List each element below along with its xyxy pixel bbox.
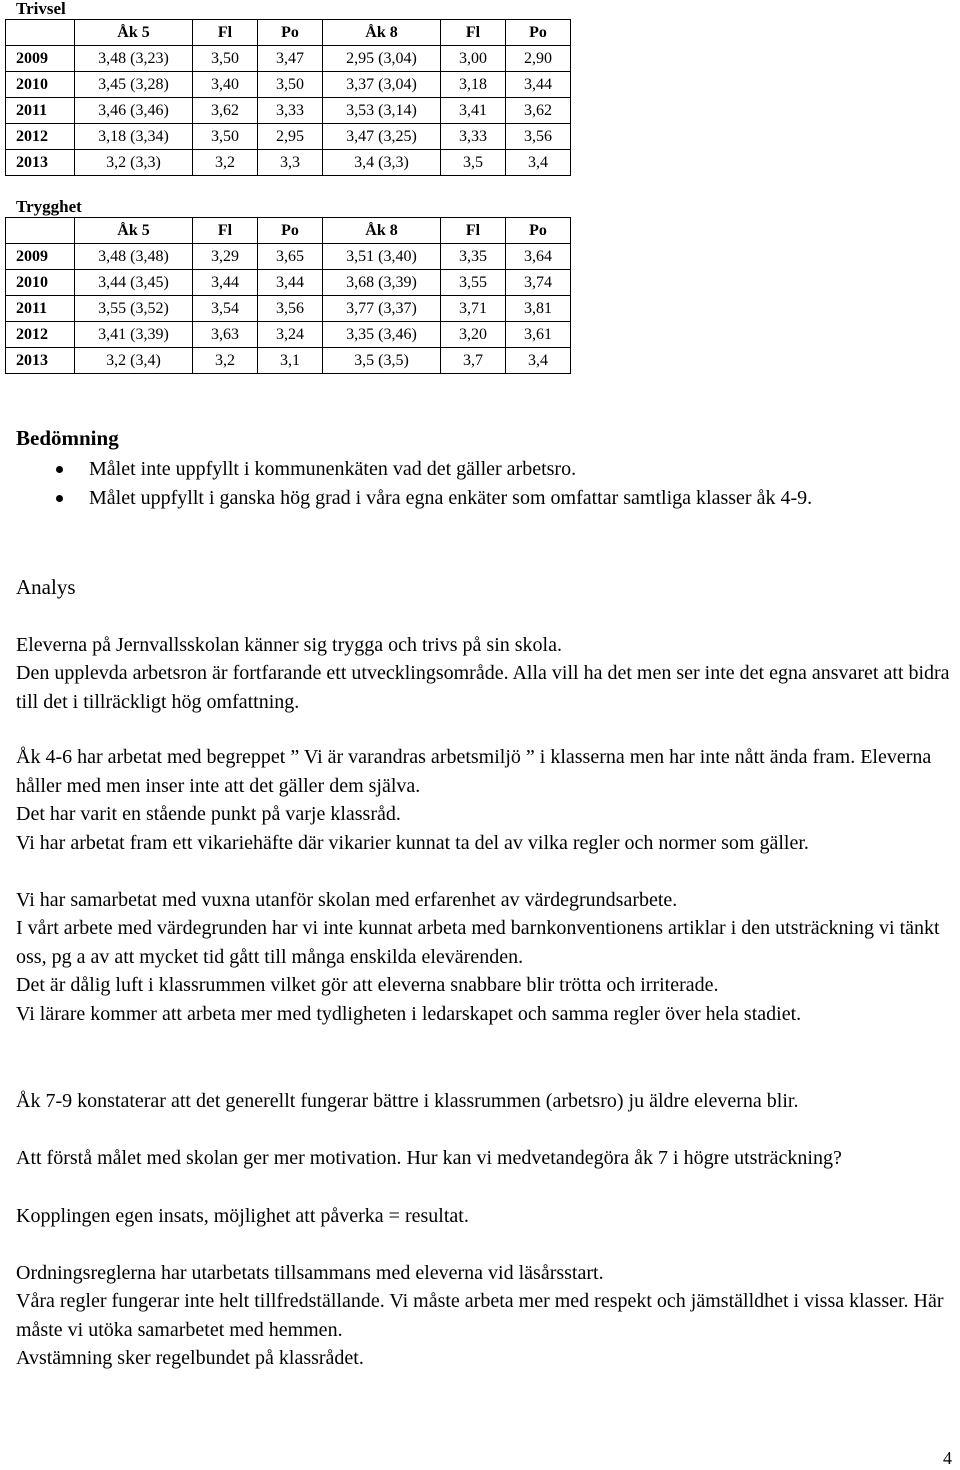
trygghet-title: Trygghet <box>16 197 82 216</box>
value-cell: 3,64 <box>506 244 571 270</box>
value-cell: 3,1 <box>258 348 323 374</box>
analys-paragraph-8: Det är dålig luft i klassrummen vilket gör att eleverna snabbare blir trötta och irriterade. <box>16 974 719 996</box>
value-cell: 3,51 (3,40) <box>323 244 441 270</box>
year-cell: 2009 <box>6 46 75 72</box>
analys-paragraph-3: Åk 4-6 har arbetat med begreppet ” Vi är varandras arbetsmiljö ” i klasserna men har inte nått ända fram. Eleverna håller med men inser inte att det gäller dem själva. <box>16 746 932 797</box>
analys-paragraph-2: Den upplevda arbetsron är fortfarande ett utvecklingsområde. Alla vill ha det men ser inte det egna ansvaret att bidra till det i tillräckligt hög omfattning. <box>16 662 950 713</box>
bedomning-bullet-2 <box>56 484 956 513</box>
table-header-row <box>6 20 571 46</box>
value-cell: 3,50 <box>193 124 258 150</box>
trygghet-table <box>5 217 571 374</box>
year-cell: 2010 <box>6 270 75 296</box>
table-row <box>6 348 571 374</box>
value-cell: 3,4 <box>506 150 571 176</box>
analys-paragraph-1: Eleverna på Jernvallsskolan känner sig trygga och trivs på sin skola. <box>16 634 562 656</box>
value-cell: 3,2 <box>193 348 258 374</box>
column-header: Fl <box>193 20 258 46</box>
value-cell: 3,33 <box>258 98 323 124</box>
trivsel-table <box>5 19 571 176</box>
year-cell: 2012 <box>6 124 75 150</box>
analys-paragraph-14: Våra regler fungerar inte helt tillfredställande. Vi måste arbeta mer med respekt och jämställdhet i vissa klasser. Här måste vi utöka samarbetet med hemmen. <box>16 1290 944 1341</box>
value-cell: 3,77 (3,37) <box>323 296 441 322</box>
table-row <box>6 124 571 150</box>
value-cell: 3,56 <box>258 296 323 322</box>
value-cell: 3,47 <box>258 46 323 72</box>
table-row <box>6 72 571 98</box>
value-cell: 3,50 <box>258 72 323 98</box>
analys-paragraph-11: Att förstå målet med skolan ger mer motivation. Hur kan vi medvetandegöra åk 7 i högre utsträckning? <box>16 1147 842 1169</box>
value-cell: 3,81 <box>506 296 571 322</box>
bedomning-bullet-1 <box>56 455 956 484</box>
value-cell: 3,00 <box>441 46 506 72</box>
value-cell: 3,44 <box>193 270 258 296</box>
value-cell: 3,61 <box>506 322 571 348</box>
analys-paragraph-9: Vi lärare kommer att arbeta mer med tydligheten i ledarskapet och samma regler över hela stadiet. <box>16 1003 802 1025</box>
value-cell: 3,53 (3,14) <box>323 98 441 124</box>
column-header: Åk 8 <box>323 218 441 244</box>
value-cell: 3,62 <box>193 98 258 124</box>
value-cell: 3,3 <box>258 150 323 176</box>
value-cell: 3,65 <box>258 244 323 270</box>
year-cell: 2011 <box>6 98 75 124</box>
column-header: Po <box>506 20 571 46</box>
analys-paragraph-5: Vi har arbetat fram ett vikariehäfte där vikarier kunnat ta del av vilka regler och normer som gäller. <box>16 832 809 854</box>
table-row <box>6 296 571 322</box>
value-cell: 3,18 (3,34) <box>75 124 193 150</box>
column-header <box>6 20 75 46</box>
table-row <box>6 46 571 72</box>
value-cell: 3,55 <box>441 270 506 296</box>
bullet-text: Målet inte uppfyllt i kommunenkäten vad det gäller arbetsro. <box>89 458 577 480</box>
value-cell: 3,7 <box>441 348 506 374</box>
value-cell: 3,54 <box>193 296 258 322</box>
value-cell: 2,90 <box>506 46 571 72</box>
value-cell: 3,5 <box>441 150 506 176</box>
value-cell: 3,48 (3,48) <box>75 244 193 270</box>
value-cell: 3,41 (3,39) <box>75 322 193 348</box>
column-header: Åk 8 <box>323 20 441 46</box>
value-cell: 3,37 (3,04) <box>323 72 441 98</box>
value-cell: 3,18 <box>441 72 506 98</box>
value-cell: 3,35 <box>441 244 506 270</box>
value-cell: 3,47 (3,25) <box>323 124 441 150</box>
year-cell: 2010 <box>6 72 75 98</box>
table-row <box>6 270 571 296</box>
value-cell: 3,24 <box>258 322 323 348</box>
analys-heading: Analys <box>16 575 76 599</box>
column-header: Åk 5 <box>75 218 193 244</box>
analys-paragraph-4: Det har varit en stående punkt på varje klassråd. <box>16 803 401 825</box>
table-row <box>6 98 571 124</box>
year-cell: 2013 <box>6 348 75 374</box>
value-cell: 3,2 <box>193 150 258 176</box>
value-cell: 3,4 (3,3) <box>323 150 441 176</box>
value-cell: 3,74 <box>506 270 571 296</box>
value-cell: 3,71 <box>441 296 506 322</box>
value-cell: 2,95 (3,04) <box>323 46 441 72</box>
year-cell: 2009 <box>6 244 75 270</box>
value-cell: 3,62 <box>506 98 571 124</box>
analys-paragraph-10: Åk 7-9 konstaterar att det generellt fungerar bättre i klassrummen (arbetsro) ju äldre eleverna blir. <box>16 1090 799 1112</box>
table-row <box>6 150 571 176</box>
column-header: Fl <box>441 218 506 244</box>
value-cell: 3,46 (3,46) <box>75 98 193 124</box>
page-number: 4 <box>943 1448 952 1468</box>
value-cell: 3,20 <box>441 322 506 348</box>
year-cell: 2011 <box>6 296 75 322</box>
column-header: Fl <box>193 218 258 244</box>
column-header: Åk 5 <box>75 20 193 46</box>
trivsel-title: Trivsel <box>16 0 66 18</box>
analys-paragraph-6: Vi har samarbetat med vuxna utanför skolan med erfarenhet av värdegrundsarbete. <box>16 889 678 911</box>
value-cell: 3,35 (3,46) <box>323 322 441 348</box>
value-cell: 3,48 (3,23) <box>75 46 193 72</box>
value-cell: 3,29 <box>193 244 258 270</box>
column-header: Po <box>258 20 323 46</box>
analys-paragraph-13: Ordningsreglerna har utarbetats tillsammans med eleverna vid läsårsstart. <box>16 1262 604 1284</box>
value-cell: 3,50 <box>193 46 258 72</box>
year-cell: 2012 <box>6 322 75 348</box>
value-cell: 3,44 <box>506 72 571 98</box>
column-header: Po <box>506 218 571 244</box>
table-row <box>6 322 571 348</box>
value-cell: 3,40 <box>193 72 258 98</box>
analys-paragraph-12: Kopplingen egen insats, möjlighet att påverka = resultat. <box>16 1205 469 1227</box>
column-header: Po <box>258 218 323 244</box>
bullet-dot-icon <box>56 466 63 473</box>
value-cell: 3,45 (3,28) <box>75 72 193 98</box>
value-cell: 2,95 <box>258 124 323 150</box>
value-cell: 3,41 <box>441 98 506 124</box>
column-header <box>6 218 75 244</box>
column-header: Fl <box>441 20 506 46</box>
value-cell: 3,5 (3,5) <box>323 348 441 374</box>
bullet-dot-icon <box>56 495 63 502</box>
bullet-text: Målet uppfyllt i ganska hög grad i våra egna enkäter som omfattar samtliga klasser åk 4-9. <box>89 487 813 509</box>
value-cell: 3,68 (3,39) <box>323 270 441 296</box>
value-cell: 3,56 <box>506 124 571 150</box>
bedomning-heading: Bedömning <box>16 426 119 450</box>
value-cell: 3,63 <box>193 322 258 348</box>
value-cell: 3,55 (3,52) <box>75 296 193 322</box>
value-cell: 3,44 <box>258 270 323 296</box>
analys-paragraph-15: Avstämning sker regelbundet på klassrådet. <box>16 1347 364 1369</box>
year-cell: 2013 <box>6 150 75 176</box>
value-cell: 3,4 <box>506 348 571 374</box>
table-header-row <box>6 218 571 244</box>
table-row <box>6 244 571 270</box>
bedomning-list <box>56 455 956 513</box>
value-cell: 3,44 (3,45) <box>75 270 193 296</box>
value-cell: 3,2 (3,4) <box>75 348 193 374</box>
value-cell: 3,2 (3,3) <box>75 150 193 176</box>
analys-paragraph-7: I vårt arbete med värdegrunden har vi inte kunnat arbeta med barnkonventionens artiklar i den utsträckning vi tänkt oss, pg a av att mycket tid gått till många enskilda elevärenden. <box>16 917 940 968</box>
value-cell: 3,33 <box>441 124 506 150</box>
